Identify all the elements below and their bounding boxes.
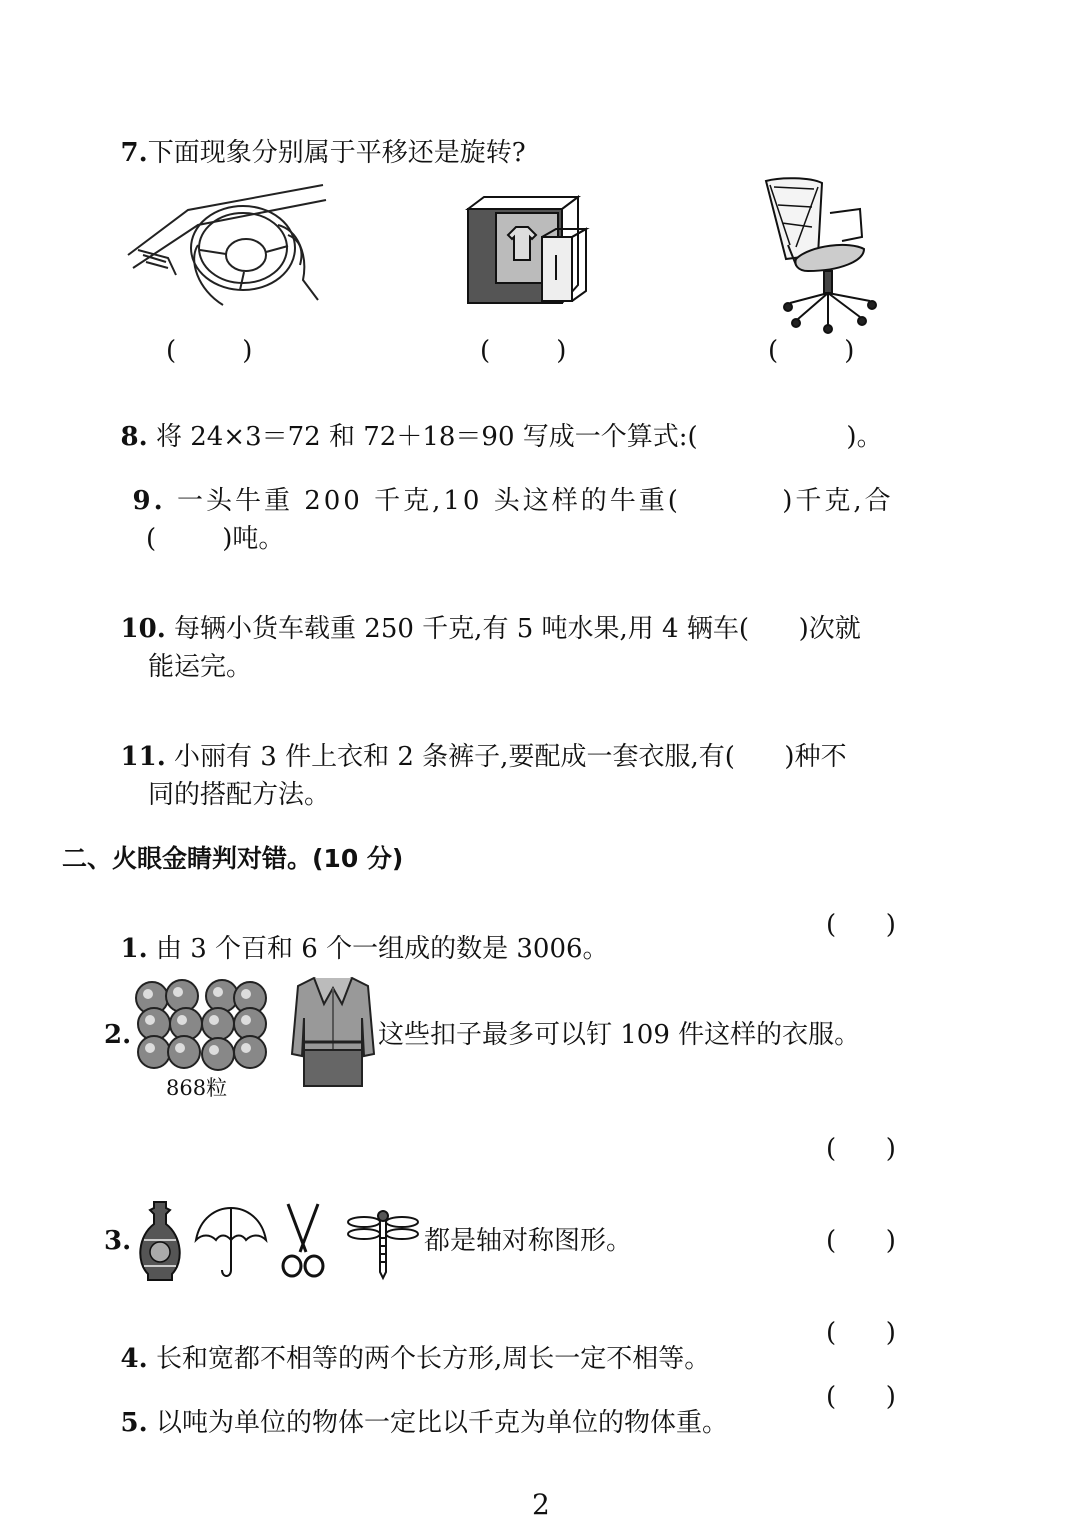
question-text-line1: 小丽有 3 件上衣和 2 条裤子,要配成一套衣服,有( )种不 (174, 742, 847, 772)
item-text: 以吨为单位的物体一定比以千克为单位的物体重。 (155, 1408, 728, 1438)
steering-wheel-image (128, 180, 328, 320)
question-11 (104, 718, 847, 770)
item-number: 1. (120, 934, 148, 964)
item-number: 2. (104, 1020, 132, 1050)
tf-blank-1[interactable]: ( ) (826, 910, 896, 940)
buttons-caption: 868粒 (166, 1076, 228, 1100)
question-9-cont: ( )吨。 (146, 524, 285, 554)
question-number: 7. (120, 138, 148, 168)
question-number: 9. (132, 486, 166, 516)
tf-blank-5[interactable]: ( ) (826, 1382, 896, 1412)
answer-blank-chair[interactable]: ( ) (768, 336, 855, 366)
answer-blank-steering[interactable]: ( ) (166, 336, 253, 366)
tf-item-2-text: 这些扣子最多可以钉 109 件这样的衣服。 (378, 1020, 861, 1050)
question-text-line1: 每辆小货车载重 250 千克,有 5 吨水果,用 4 辆车( )次就 (174, 614, 861, 644)
item-text: 由 3 个百和 6 个一组成的数是 3006。 (155, 934, 609, 964)
office-chair-image (760, 175, 880, 335)
dragonfly-icon (346, 1208, 420, 1280)
question-number: 8. (120, 422, 148, 452)
page-number: 2 (532, 1488, 550, 1521)
tf-blank-3[interactable]: ( ) (826, 1226, 896, 1256)
tf-item-3-text: 都是轴对称图形。 (424, 1226, 633, 1256)
tf-item-5 (104, 1384, 728, 1436)
question-9 (110, 462, 894, 514)
question-text: 下面现象分别属于平移还是旋转? (147, 138, 526, 168)
tf-item-4 (104, 1320, 710, 1372)
item-number: 5. (120, 1408, 148, 1438)
question-text: 将 24×3＝72 和 72＋18＝90 写成一个算式:( )。 (155, 422, 883, 452)
item-number: 3. (104, 1226, 132, 1256)
tf-item-1 (104, 910, 609, 962)
question-11-cont: 同的搭配方法。 (148, 780, 331, 810)
tf-blank-2[interactable]: ( ) (826, 1134, 896, 1164)
question-10-cont: 能运完。 (148, 652, 253, 682)
question-number: 10. (120, 614, 166, 644)
question-10 (104, 590, 861, 642)
vase-icon (136, 1200, 184, 1282)
coat-image (290, 974, 376, 1090)
answer-blank-drawer[interactable]: ( ) (480, 336, 567, 366)
drawer-cabinet-image (466, 195, 606, 305)
umbrella-icon (194, 1206, 268, 1280)
buttons-image (132, 978, 272, 1074)
question-text-line1: 一头牛重 200 千克,10 头这样的牛重( )千克,合 (176, 486, 894, 516)
tf-blank-4[interactable]: ( ) (826, 1318, 896, 1348)
question-number: 11. (120, 742, 166, 772)
item-text: 长和宽都不相等的两个长方形,周长一定不相等。 (155, 1344, 711, 1374)
scissors-icon (278, 1202, 328, 1280)
section-2-title: 二、火眼金睛判对错。(10 分) (62, 844, 404, 873)
question-7 (104, 114, 526, 166)
question-8 (104, 398, 883, 450)
item-number: 4. (120, 1344, 148, 1374)
